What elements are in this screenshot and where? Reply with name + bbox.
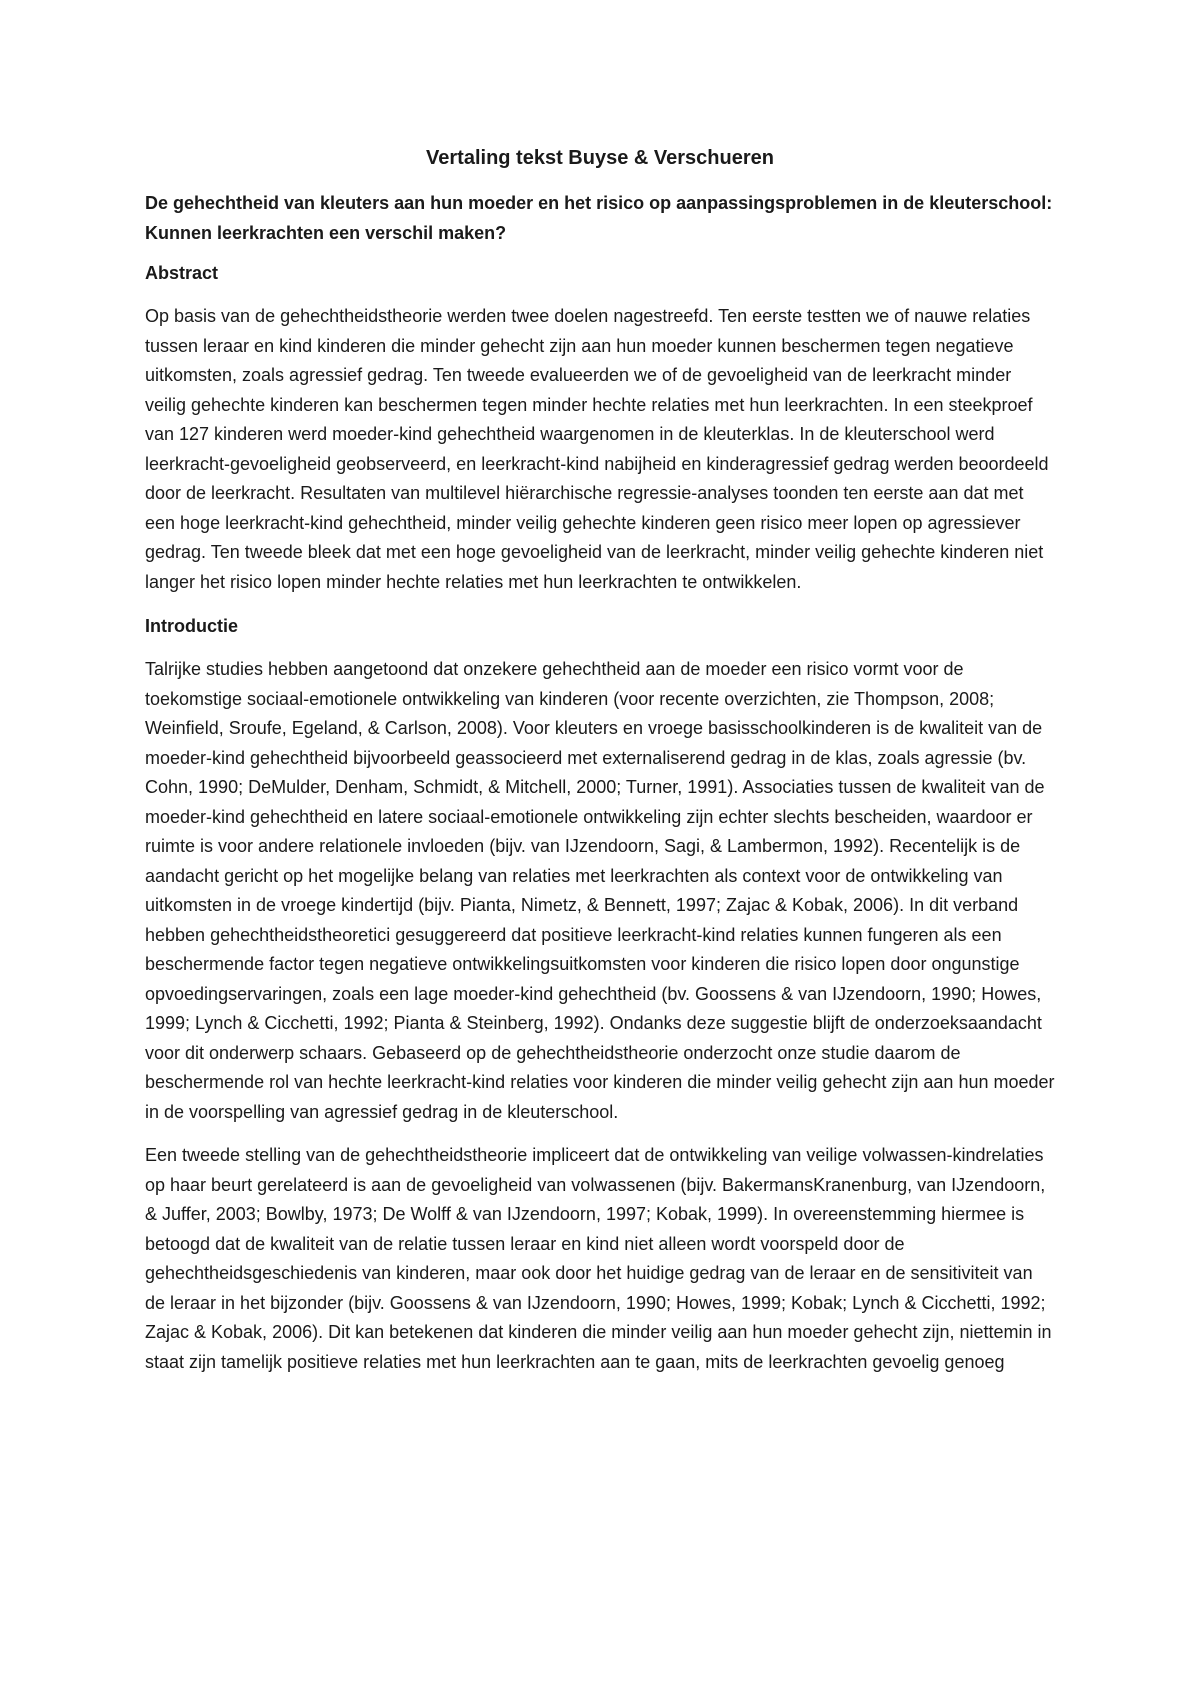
intro-paragraph-1: Talrijke studies hebben aangetoond dat onzekere gehechtheid aan de moeder een risico vormt voor de toekomstige sociaal-emotionele ontwikkeling van kinderen (voor recente overzichten, zie Thompson, 2008; Weinfield, Sroufe, Egeland, & Carlson, 2008). Voor kleuters en vroege basisschoolkinderen is de kwaliteit van de moeder-kind gehechtheid bijvoorbeeld geassocieerd met externaliserend gedrag in de klas, zoals agressie (bv. Cohn, 1990; DeMulder, Denham, Schmidt, & Mitchell, 2000; Turner, 1991). Associaties tussen de kwaliteit van de moeder-kind gehechtheid en latere sociaal-emotionele ontwikkeling zijn echter slechts bescheiden, waardoor er ruimte is voor andere relationele invloeden (bijv. van IJzendoorn, Sagi, & Lambermon, 1992). Recentelijk is de aandacht gericht op het mogelijke belang van relaties met leerkrachten als context voor de ontwikkeling van uitkomsten in de vroege kindertijd (bijv. Pianta, Nimetz, & Bennett, 1997; Zajac & Kobak, 2006). In dit verband hebben gehechtheidstheoretici gesuggereerd dat positieve leerkracht-kind relaties kunnen fungeren als een beschermende factor tegen negatieve ontwikkelingsuitkomsten voor kinderen die risico lopen door ongunstige opvoedingservaringen, zoals een lage moeder-kind gehechtheid (bv. Goossens & van IJzendoorn, 1990; Howes, 1999; Lynch & Cicchetti, 1992; Pianta & Steinberg, 1992). Ondanks deze suggestie blijft de onderzoeksaandacht voor dit onderwerp schaars. Gebaseerd op de gehechtheidstheorie onderzocht onze studie daarom de beschermende rol van hechte leerkracht-kind relaties voor kinderen die minder veilig gehecht zijn aan hun moeder in de voorspelling van agressief gedrag in de kleuterschool. — [145, 659, 1055, 1122]
section-heading-abstract: Abstract — [145, 263, 219, 283]
document-title: Vertaling tekst Buyse & Verschueren — [426, 147, 774, 169]
document-body — [145, 140, 1055, 1391]
document-subtitle: De gehechtheid van kleuters aan hun moeder en het risico op aanpassingsproblemen in de kleuterschool: Kunnen leerkrachten een verschil maken? — [145, 193, 1053, 243]
abstract-paragraph: Op basis van de gehechtheidstheorie werden twee doelen nagestreefd. Ten eerste testten we of nauwe relaties tussen leraar en kind kinderen die minder gehecht zijn aan hun moeder kunnen beschermen tegen negatieve uitkomsten, zoals agressief gedrag. Ten tweede evalueerden we of de gevoeligheid van de leerkracht minder veilig gehechte kinderen kan beschermen tegen minder hechte relaties met hun leerkrachten. In een steekproef van 127 kinderen werd moeder-kind gehechtheid waargenomen in de kleuterklas. In de kleuterschool werd leerkracht-gevoeligheid geobserveerd, en leerkracht-kind nabijheid en kinderagressief gedrag werden beoordeeld door de leerkracht. Resultaten van multilevel hiërarchische regressie-analyses toonden ten eerste aan dat met een hoge leerkracht-kind gehechtheid, minder veilig gehechte kinderen geen risico meer lopen op agressiever gedrag. Ten tweede bleek dat met een hoge gevoeligheid van de leerkracht, minder veilig gehechte kinderen niet langer het risico lopen minder hechte relaties met hun leerkrachten te ontwikkelen. — [145, 306, 1049, 592]
section-heading-introductie: Introductie — [145, 616, 238, 636]
intro-paragraph-2: Een tweede stelling van de gehechtheidstheorie impliceert dat de ontwikkeling van veilige volwassen-kindrelaties op haar beurt gerelateerd is aan de gevoeligheid van volwassenen (bijv. BakermansKranenburg, van IJzendoorn, & Juffer, 2003; Bowlby, 1973; De Wolff & van IJzendoorn, 1997; Kobak, 1999). In overeenstemming hiermee is betoogd dat de kwaliteit van de relatie tussen leraar en kind niet alleen wordt voorspeld door de gehechtheidsgeschiedenis van kinderen, maar ook door het huidige gedrag van de leraar en de sensitiviteit van de leraar in het bijzonder (bijv. Goossens & van IJzendoorn, 1990; Howes, 1999; Kobak; Lynch & Cicchetti, 1992; Zajac & Kobak, 2006). Dit kan betekenen dat kinderen die minder veilig aan hun moeder gehecht zijn, niettemin in staat zijn tamelijk positieve relaties met hun leerkrachten aan te gaan, mits de leerkrachten gevoelig genoeg — [145, 1145, 1052, 1372]
